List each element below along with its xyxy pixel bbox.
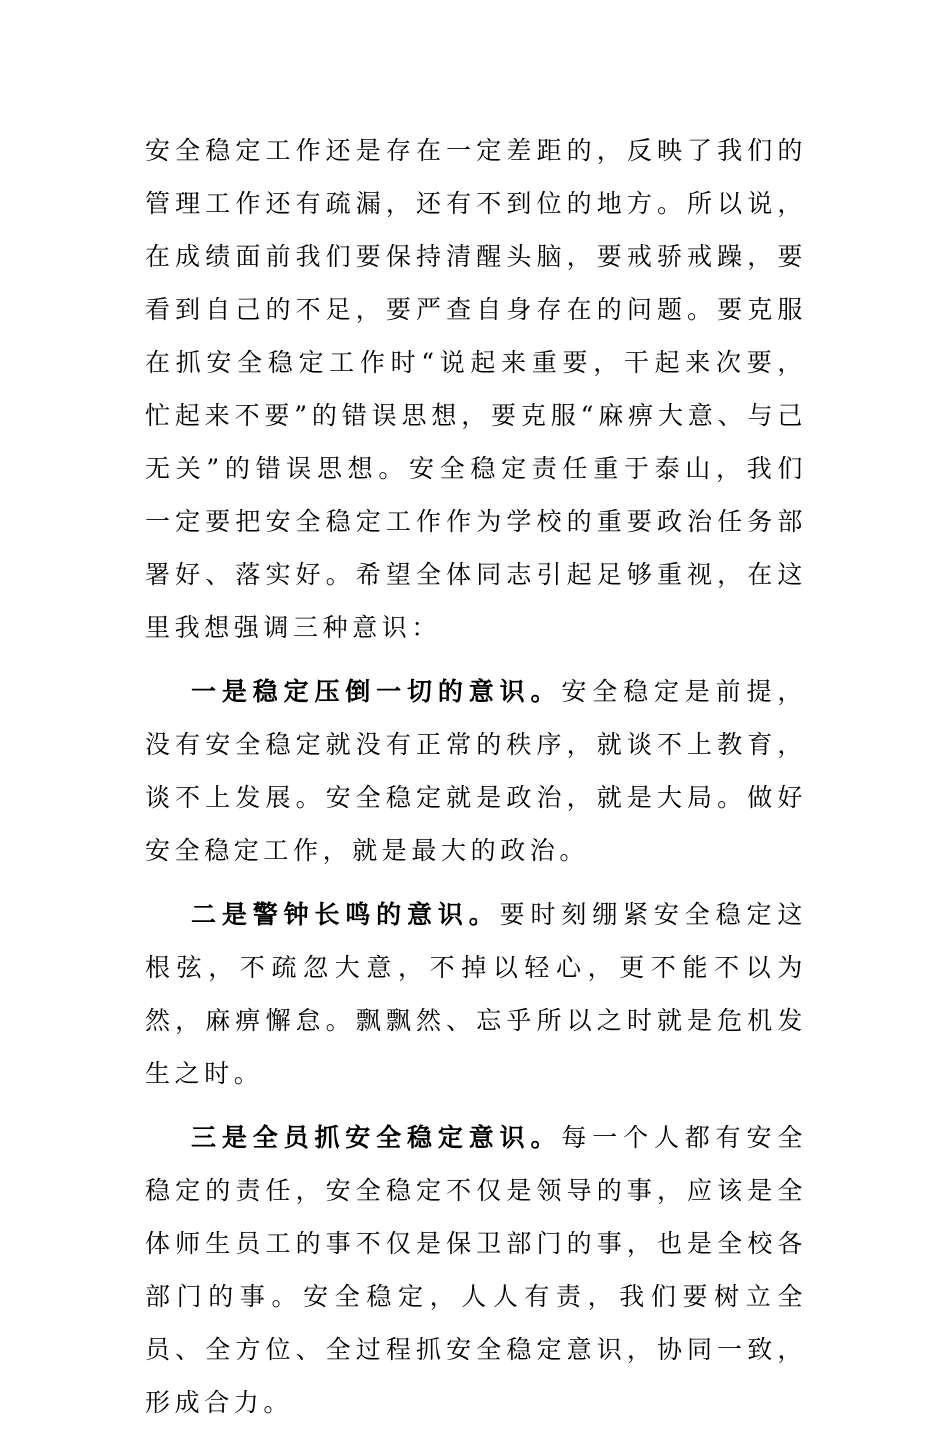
paragraph-awareness-3 (145, 1111, 807, 1429)
paragraph-text: 安全稳定工作还是存在一定差距的，反映了我们的管理工作还有疏漏，还有不到位的地方。所以说，在成绩面前我们要保持清醒头脑，要戒骄戒躁，要看到自己的不足，要严查自身存在的问题。要克服在抓安全稳定工作时“说起来重要，干起来次要，忙起来不要”的错误思想，要克服“麻痹大意、与己无关”的错误思想。安全稳定责任重于泰山，我们一定要把安全稳定工作作为学校的重要政治任务部署好、落实好。希望全体同志引起足够重视，在这里我想强调三种意识： (145, 136, 807, 642)
paragraph-awareness-2 (145, 888, 807, 1100)
document-body (145, 124, 807, 1440)
paragraph-lead: 三是全员抓安全稳定意识。 (191, 1123, 562, 1152)
paragraph-intro (145, 124, 807, 654)
paragraph-lead: 一是稳定压倒一切的意识。 (191, 677, 562, 706)
paragraph-text: 要时刻绷紧安全稳定这根弦，不疏忽大意，不掉以轻心，更不能不以为然，麻痹懈怠。飘飘然、忘乎所以之时就是危机发生之时。 (145, 900, 807, 1088)
paragraph-text: 安全稳定是前提，没有安全稳定就没有正常的秩序，就谈不上教育，谈不上发展。安全稳定就是政治，就是大局。做好安全稳定工作，就是最大的政治。 (145, 677, 807, 865)
paragraph-awareness-1 (145, 665, 807, 877)
paragraph-text: 每一个人都有安全稳定的责任，安全稳定不仅是领导的事，应该是全体师生员工的事不仅是保卫部门的事，也是全校各部门的事。安全稳定，人人有责，我们要树立全员、全方位、全过程抓安全稳定意识，协同一致，形成合力。 (145, 1123, 807, 1417)
paragraph-lead: 二是警钟长鸣的意识。 (191, 900, 500, 929)
